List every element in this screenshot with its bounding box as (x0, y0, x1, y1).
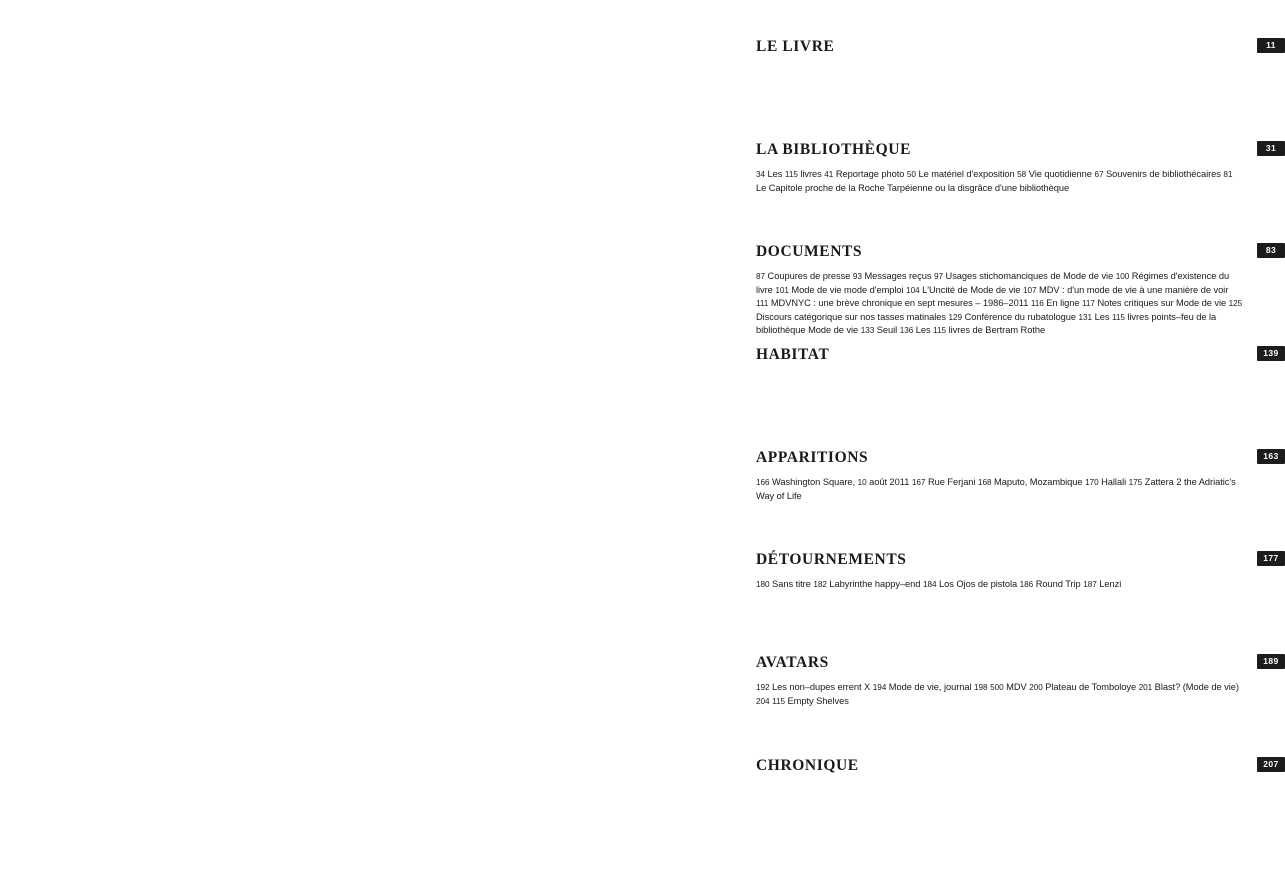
toc-entry-header (756, 243, 1285, 263)
toc-page-badge[interactable]: 31 (1257, 141, 1285, 156)
toc-subentries: 192 Les non–dupes errent X 194 Mode de vie, journal 198 500 MDV 200 Plateau de Tomboloye 201 Blast? (Mode de vie) 204 115 Empty Shelves (756, 682, 1239, 706)
toc-entry-header (756, 449, 1285, 469)
toc-section-title[interactable]: CHRONIQUE (756, 757, 859, 774)
toc-page-badge[interactable]: 139 (1257, 346, 1285, 361)
toc-page-badge[interactable]: 177 (1257, 551, 1285, 566)
toc-section-title[interactable]: LA BIBLIOTHÈQUE (756, 141, 912, 158)
toc-section-title[interactable]: AVATARS (756, 654, 829, 671)
toc-page-badge[interactable]: 83 (1257, 243, 1285, 258)
toc-subentries: 87 Coupures de presse 93 Messages reçus 97 Usages stichomanciques de Mode de vie 100 Régimes d'existence du livre 101 Mode de vie mode d'emploi 104 L'Uncité de Mode de vie 107 MDV : d'un mode de vie à une manière de voir 111 MDVNYC : une brève chronique en sept mesures – 1986–2011 116 En ligne 117 Notes critiques sur Mode de vie 125 Discours catégorique sur nos tasses matinales 129 Conférence du rubatologue 131 Les 115 livres points–feu de la bibliothèque Mode de vie 133 Seuil 136 Les 115 livres de Bertram Rothe (756, 271, 1243, 336)
toc-page-badge[interactable]: 163 (1257, 449, 1285, 464)
toc-subentries: 166 Washington Square, 10 août 2011 167 Rue Ferjani 168 Maputo, Mozambique 170 Hallali 175 Zattera 2 the Adriatic's Way of Life (756, 477, 1236, 501)
toc-section-title[interactable]: HABITAT (756, 346, 830, 363)
toc-entry-header (756, 757, 1285, 777)
toc-entry-header (756, 346, 1285, 366)
toc-section-title[interactable]: DÉTOURNEMENTS (756, 551, 907, 568)
toc-page-badge[interactable]: 11 (1257, 38, 1285, 53)
toc-entry-header (756, 654, 1285, 674)
toc-entry[interactable] (756, 38, 1285, 58)
toc-entry-header (756, 38, 1285, 58)
toc-entry[interactable] (756, 346, 1285, 366)
toc-entry-header (756, 141, 1285, 161)
toc-page-badge[interactable]: 189 (1257, 654, 1285, 669)
toc-entry[interactable] (756, 551, 1285, 592)
toc-subentries: 180 Sans titre 182 Labyrinthe happy–end 184 Los Ojos de pistola 186 Round Trip 187 Lenzi (756, 579, 1122, 589)
toc-page-badge[interactable]: 207 (1257, 757, 1285, 772)
toc-entry-header (756, 551, 1285, 571)
toc-section-title[interactable]: LE LIVRE (756, 38, 835, 55)
toc-section-title[interactable]: APPARITIONS (756, 449, 869, 466)
toc-entry[interactable] (756, 757, 1285, 777)
toc-subentries: 34 Les 115 livres 41 Reportage photo 50 Le matériel d'exposition 58 Vie quotidienne 67 Souvenirs de bibliothécaires 81 Le Capitole proche de la Roche Tarpéienne ou la disgrâce d'une bibliothèque (756, 169, 1233, 193)
toc-section-title[interactable]: DOCUMENTS (756, 243, 863, 260)
toc-entry[interactable] (756, 654, 1285, 708)
toc-entry[interactable] (756, 243, 1285, 338)
toc-entry[interactable] (756, 449, 1285, 502)
toc-entry[interactable] (756, 141, 1285, 194)
